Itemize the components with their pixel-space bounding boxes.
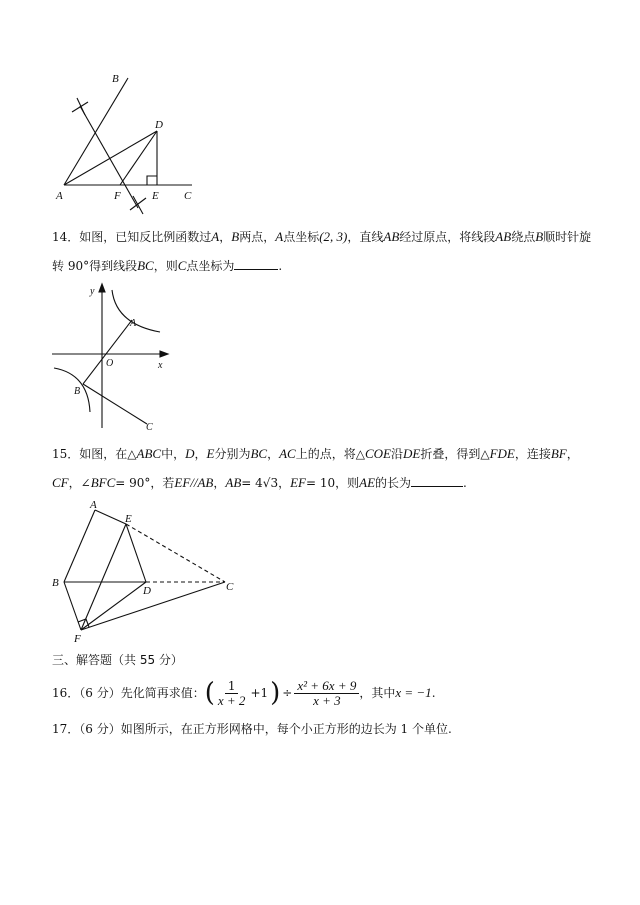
label-B: B <box>112 73 119 85</box>
fraction-1: $\frac{1}{x + 2}$ <box>217 678 246 708</box>
figure-15 <box>50 498 240 646</box>
label-O: O <box>106 358 114 369</box>
q15-line-1: 15．如图，在△ABC中，D，E分别为BC，AC上的点，将△COE沿DE折叠，得到△FDE，连接BF， <box>52 446 579 461</box>
segment-FD <box>120 131 157 185</box>
label-A: A <box>130 318 137 329</box>
left-paren: ( <box>204 678 215 708</box>
x-axis-arrow <box>160 351 168 357</box>
label-D: D <box>155 119 163 131</box>
answer-blank-15[interactable] <box>411 474 463 487</box>
q17-line: 17．（6 分）如图所示，在正方形网格中，每个小正方形的边长为 1 个单位. <box>52 722 452 736</box>
segment-FE <box>81 524 126 630</box>
answer-blank-14[interactable] <box>234 257 278 270</box>
label-F: F <box>114 190 121 202</box>
segment-ED <box>126 524 146 582</box>
label-E: E <box>125 513 132 525</box>
segment-AE <box>95 510 126 524</box>
segment-BF <box>64 582 81 630</box>
label-C: C <box>146 422 153 432</box>
q14-line-2: 转 90°得到线段BC，则C点坐标为 . <box>52 258 283 273</box>
label-A: A <box>90 499 97 511</box>
y-axis-arrow <box>99 284 105 292</box>
arc-mark-top-2 <box>77 98 85 115</box>
label-y: y <box>90 286 95 297</box>
label-B: B <box>74 386 81 397</box>
perpendicular-bisector <box>80 106 138 208</box>
segment-BC <box>83 384 147 424</box>
label-D: D <box>143 585 151 597</box>
segment-AB <box>64 510 95 582</box>
q16-line: 16．（6 分）先化简再求值： ( $\frac{1}{x + 2}$ +1 ) ÷ $\frac{\text{x² + 6x + 9}}{x + 3}$ ，其中 x = −1 . <box>52 677 436 708</box>
label-C: C <box>226 581 234 593</box>
fraction-2: $\frac{\text{x² + 6x + 9}}{x + 3}$ <box>294 679 359 708</box>
line-AB <box>83 320 132 384</box>
q15-line-2: CF，∠BFC= 90°，若EF//AB，AB= 4√3，EF= 10，则AE的长为 . <box>52 475 467 490</box>
label-E: E <box>152 190 159 202</box>
right-paren: ) <box>270 678 281 708</box>
ray-AB <box>64 78 128 185</box>
section-heading: 三、解答题（共 55 分） <box>52 653 183 667</box>
figure-14 <box>50 282 180 432</box>
label-B: B <box>52 577 59 589</box>
right-angle-mark <box>147 176 157 185</box>
segment-AD <box>64 131 157 185</box>
figure-13 <box>50 68 210 218</box>
label-x: x <box>158 360 163 371</box>
arc-mark-bottom-2 <box>133 196 143 214</box>
label-F: F <box>74 633 81 645</box>
segment-FC <box>81 582 225 630</box>
label-C: C <box>184 190 192 202</box>
q14-line-1: 14．如图，已知反比例函数过A，B两点，A点坐标(2, 3)，直线AB经过原点，将线段AB绕点B顺时针旋 <box>52 229 592 244</box>
hyperbola-branch-2 <box>54 368 90 412</box>
segment-EC-dashed <box>126 524 225 582</box>
label-A: A <box>56 190 63 202</box>
